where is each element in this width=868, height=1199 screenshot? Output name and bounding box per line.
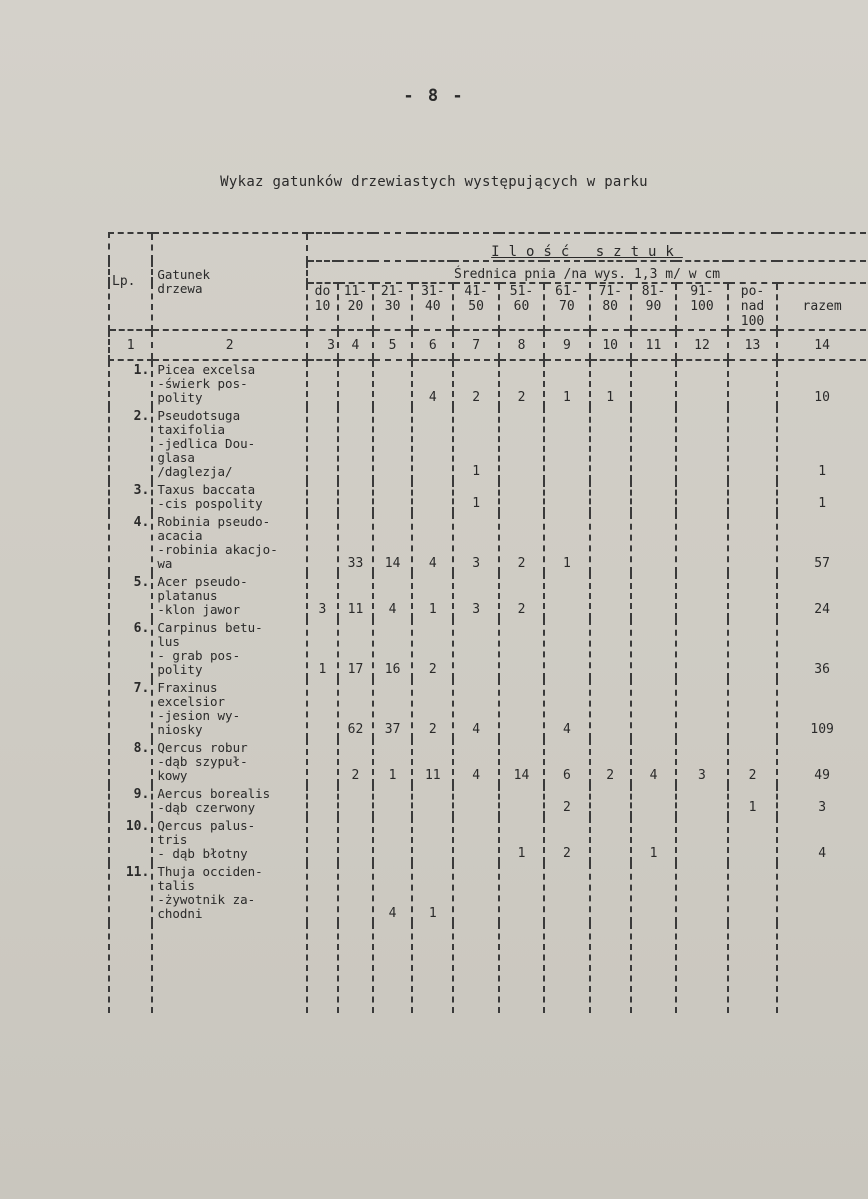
- row-species: [152, 619, 307, 679]
- header-diameter-class-line: 30: [384, 299, 401, 314]
- row-value: [412, 481, 453, 513]
- header-diameter-class-line: do: [314, 284, 331, 299]
- row-value: 4: [412, 513, 453, 573]
- row-value: [499, 481, 544, 513]
- header-diameter-class-line: nad: [740, 299, 765, 314]
- header-diameter-class-line: 51-: [509, 284, 534, 299]
- row-value: 1: [453, 481, 498, 513]
- row-value: [728, 481, 778, 513]
- row-value: 14: [373, 513, 412, 573]
- row-value: 2: [412, 619, 453, 679]
- row-lp: 1.: [109, 360, 152, 407]
- row-value: [676, 785, 728, 817]
- row-value: 1: [412, 573, 453, 619]
- species-line: lus: [157, 634, 180, 649]
- row-value: [728, 679, 778, 739]
- row-value: [307, 513, 338, 573]
- column-number: 10: [590, 330, 631, 360]
- header-diameter-class-line: 80: [602, 299, 619, 314]
- row-value: [590, 513, 631, 573]
- header-quantity: Ilość sztuk: [307, 233, 866, 261]
- header-species: [152, 233, 307, 330]
- row-value: 1: [728, 785, 778, 817]
- header-diameter-class: [631, 283, 676, 330]
- row-value: 1: [544, 513, 589, 573]
- header-diameter-class: [676, 283, 728, 330]
- row-value: [499, 619, 544, 679]
- row-species: [152, 513, 307, 573]
- row-species: [152, 739, 307, 785]
- row-value: 2: [728, 739, 778, 785]
- row-value: [499, 407, 544, 481]
- column-number: 3: [307, 330, 338, 360]
- row-value: [307, 481, 338, 513]
- header-diameter-class: [307, 283, 338, 330]
- row-species: [152, 863, 307, 923]
- header-diameter-class-line: 61-: [555, 284, 579, 299]
- species-line: tris: [157, 832, 188, 847]
- row-value: 4: [412, 360, 453, 407]
- header-row-numbers: [109, 330, 866, 360]
- row-value: [590, 619, 631, 679]
- row-value: [676, 481, 728, 513]
- row-total: [777, 863, 866, 923]
- row-value: [373, 785, 412, 817]
- row-value: [590, 407, 631, 481]
- row-value: [631, 863, 676, 923]
- species-line: niosky: [157, 722, 203, 737]
- row-value: [338, 481, 373, 513]
- table-row: [109, 513, 866, 573]
- row-value: [307, 679, 338, 739]
- row-species: [152, 817, 307, 863]
- species-line: Taxus baccata: [157, 482, 256, 497]
- header-diameter-class-line: 91-: [690, 284, 714, 299]
- row-value: 4: [373, 863, 412, 923]
- row-value: 11: [412, 739, 453, 785]
- row-value: [544, 407, 589, 481]
- row-value: [373, 407, 412, 481]
- row-value: [676, 679, 728, 739]
- row-value: [373, 817, 412, 863]
- row-value: [728, 360, 778, 407]
- row-value: [338, 360, 373, 407]
- row-value: [728, 817, 778, 863]
- header-diameter-class-line: 40: [424, 299, 441, 314]
- species-line: acacia: [157, 528, 203, 543]
- row-total: 109: [777, 679, 866, 739]
- row-value: [453, 785, 498, 817]
- row-value: [412, 407, 453, 481]
- row-total: 10: [777, 360, 866, 407]
- column-number: 12: [676, 330, 728, 360]
- row-value: 1: [590, 360, 631, 407]
- row-value: [590, 785, 631, 817]
- species-line: Picea excelsa: [157, 362, 256, 377]
- filler-cell: [307, 923, 338, 1013]
- table-row: [109, 817, 866, 863]
- row-value: 6: [544, 739, 589, 785]
- species-line: Acer pseudo-: [157, 574, 248, 589]
- row-total: 36: [777, 619, 866, 679]
- column-number: 6: [412, 330, 453, 360]
- row-value: [676, 817, 728, 863]
- species-line: -jedlica Dou-: [157, 436, 256, 451]
- table-row: [109, 863, 866, 923]
- row-lp: 6.: [109, 619, 152, 679]
- row-value: [590, 679, 631, 739]
- row-total: 3: [777, 785, 866, 817]
- row-value: 2: [544, 785, 589, 817]
- species-line: -świerk pos-: [157, 376, 248, 391]
- row-lp: 5.: [109, 573, 152, 619]
- header-species-line: drzewa: [157, 280, 203, 296]
- row-species: [152, 481, 307, 513]
- row-value: 4: [373, 573, 412, 619]
- species-line: -jesion wy-: [157, 708, 241, 723]
- species-line: kowy: [157, 768, 188, 783]
- species-line: Thuja occiden-: [157, 864, 263, 879]
- species-line: Aercus borealis: [157, 786, 271, 801]
- row-value: [307, 817, 338, 863]
- row-lp: 7.: [109, 679, 152, 739]
- row-value: [307, 739, 338, 785]
- species-line: -cis pospolity: [157, 496, 263, 511]
- row-value: 2: [412, 679, 453, 739]
- row-value: [590, 863, 631, 923]
- filler-cell: [590, 923, 631, 1013]
- row-value: 11: [338, 573, 373, 619]
- species-line: /daglezja/: [157, 464, 233, 479]
- row-value: [631, 407, 676, 481]
- table-row: [109, 407, 866, 481]
- row-lp: 4.: [109, 513, 152, 573]
- header-diameter-class: [499, 283, 544, 330]
- species-line: polity: [157, 390, 203, 405]
- header-diameter-class-line: 90: [645, 299, 662, 314]
- column-number: 4: [338, 330, 373, 360]
- filler-cell: [777, 923, 866, 1013]
- row-value: [412, 785, 453, 817]
- row-lp: 10.: [109, 817, 152, 863]
- row-value: [338, 863, 373, 923]
- row-value: [373, 481, 412, 513]
- row-value: [676, 407, 728, 481]
- row-value: 1: [499, 817, 544, 863]
- species-table-wrapper: [108, 232, 866, 1167]
- filler-cell: [499, 923, 544, 1013]
- header-diameter-class-line: 21-: [380, 284, 405, 299]
- row-value: [544, 863, 589, 923]
- row-value: 17: [338, 619, 373, 679]
- species-line: -robinia akacjo-: [157, 542, 278, 557]
- header-diameter-class: [373, 283, 412, 330]
- row-value: [676, 360, 728, 407]
- row-total: 49: [777, 739, 866, 785]
- header-diameter-class: [412, 283, 453, 330]
- row-value: 4: [453, 679, 498, 739]
- filler-cell: [373, 923, 412, 1013]
- filler-cell: [109, 923, 152, 1013]
- header-diameter-class-line: 41-: [464, 284, 488, 299]
- row-value: [590, 817, 631, 863]
- filler-cell: [631, 923, 676, 1013]
- species-line: taxifolia: [157, 422, 226, 437]
- species-line: -dąb szypuł-: [157, 754, 248, 769]
- header-diameter-class: [544, 283, 589, 330]
- species-line: polity: [157, 662, 203, 677]
- row-value: [676, 513, 728, 573]
- header-diameter-class-line: 20: [347, 299, 364, 314]
- row-species: [152, 679, 307, 739]
- header-diameter-class-line: 81-: [641, 284, 666, 299]
- row-value: 2: [453, 360, 498, 407]
- row-value: [728, 619, 778, 679]
- row-value: [307, 407, 338, 481]
- row-value: [631, 679, 676, 739]
- species-line: -dąb czerwony: [157, 800, 256, 815]
- species-line: excelsior: [157, 694, 226, 709]
- row-value: [676, 573, 728, 619]
- row-value: 3: [676, 739, 728, 785]
- row-species: [152, 573, 307, 619]
- header-total: razem: [777, 283, 866, 330]
- header-diameter-class-line: 60: [513, 299, 530, 314]
- table-row: [109, 573, 866, 619]
- row-value: 33: [338, 513, 373, 573]
- row-value: 3: [453, 513, 498, 573]
- row-value: [590, 573, 631, 619]
- row-value: 4: [631, 739, 676, 785]
- species-line: Pseudotsuga: [157, 408, 241, 423]
- table-row: [109, 679, 866, 739]
- table-row: [109, 481, 866, 513]
- row-total: 1: [777, 407, 866, 481]
- column-number: 13: [728, 330, 778, 360]
- row-value: [373, 360, 412, 407]
- row-species: [152, 360, 307, 407]
- header-diameter-class-line: 11-: [343, 284, 368, 299]
- row-lp: 2.: [109, 407, 152, 481]
- species-line: Carpinus betu-: [157, 620, 263, 635]
- species-line: platanus: [157, 588, 218, 603]
- row-value: 1: [412, 863, 453, 923]
- header-diameter-class-line: 10: [314, 299, 331, 314]
- header-diameter-class-line: 50: [468, 299, 484, 314]
- row-value: [631, 360, 676, 407]
- species-line: -klon jawor: [157, 602, 241, 617]
- row-value: [728, 573, 778, 619]
- row-value: 2: [544, 817, 589, 863]
- table-row: [109, 785, 866, 817]
- header-species-line: Gatunek: [157, 266, 210, 282]
- header-diameter-class-line: 71-: [598, 284, 622, 299]
- row-total: 1: [777, 481, 866, 513]
- row-value: [307, 360, 338, 407]
- document-title: Wykaz gatunków drzewiastych występujących w parku: [220, 174, 648, 190]
- species-line: - dąb błotny: [157, 846, 248, 861]
- species-table: [108, 232, 866, 1013]
- row-value: 37: [373, 679, 412, 739]
- header-diameter-class-line: 100: [740, 314, 765, 329]
- row-value: [728, 407, 778, 481]
- row-value: [338, 817, 373, 863]
- species-line: -żywotnik za-: [157, 892, 256, 907]
- row-value: [453, 863, 498, 923]
- filler-cell: [453, 923, 498, 1013]
- filler-cell: [152, 923, 307, 1013]
- header-diameter-class-line: 100: [690, 299, 714, 314]
- row-value: [631, 513, 676, 573]
- row-total: 57: [777, 513, 866, 573]
- row-lp: 11.: [109, 863, 152, 923]
- column-number: 14: [777, 330, 866, 360]
- header-diameter-class-line: 31-: [421, 284, 445, 299]
- row-value: [338, 785, 373, 817]
- row-value: 3: [453, 573, 498, 619]
- header-diameter-class: [728, 283, 778, 330]
- column-number: 8: [499, 330, 544, 360]
- filler-cell: [412, 923, 453, 1013]
- species-line: Fraxinus: [157, 680, 218, 695]
- column-number: 5: [373, 330, 412, 360]
- row-value: 4: [544, 679, 589, 739]
- column-number: 11: [631, 330, 676, 360]
- header-diameter-class-line: po-: [740, 284, 765, 299]
- species-line: Qercus palus-: [157, 818, 256, 833]
- row-value: [499, 679, 544, 739]
- row-value: 14: [499, 739, 544, 785]
- table-row: [109, 739, 866, 785]
- row-value: [728, 863, 778, 923]
- row-value: 2: [338, 739, 373, 785]
- row-species: [152, 407, 307, 481]
- header-diameter-class: [590, 283, 631, 330]
- row-lp: 3.: [109, 481, 152, 513]
- row-total: 4: [777, 817, 866, 863]
- row-value: [412, 817, 453, 863]
- species-line: talis: [157, 878, 195, 893]
- species-line: chodni: [157, 906, 203, 921]
- row-value: [499, 785, 544, 817]
- row-value: 3: [307, 573, 338, 619]
- header-diameter: Średnica pnia /na wys. 1,3 m/ w cm: [307, 261, 866, 283]
- row-value: [307, 863, 338, 923]
- row-value: [338, 407, 373, 481]
- row-value: 2: [499, 360, 544, 407]
- row-total: 24: [777, 573, 866, 619]
- row-value: [631, 481, 676, 513]
- row-value: [631, 785, 676, 817]
- species-line: wa: [157, 556, 173, 571]
- row-value: [590, 481, 631, 513]
- table-filler-row: [109, 923, 866, 1013]
- species-line: Robinia pseudo-: [157, 514, 271, 529]
- row-value: 16: [373, 619, 412, 679]
- header-diameter-class-line: 70: [559, 299, 575, 314]
- row-value: [307, 785, 338, 817]
- page-number: - 8 -: [403, 86, 465, 106]
- column-number: 7: [453, 330, 498, 360]
- row-value: [631, 619, 676, 679]
- row-lp: 8.: [109, 739, 152, 785]
- species-line: Qercus robur: [157, 740, 248, 755]
- row-value: [728, 513, 778, 573]
- row-value: [676, 619, 728, 679]
- row-value: 62: [338, 679, 373, 739]
- row-value: [544, 481, 589, 513]
- row-value: [676, 863, 728, 923]
- row-value: 4: [453, 739, 498, 785]
- filler-cell: [338, 923, 373, 1013]
- row-species: [152, 785, 307, 817]
- species-line: glasa: [157, 450, 195, 465]
- column-number: 9: [544, 330, 589, 360]
- table-row: [109, 619, 866, 679]
- row-value: 1: [373, 739, 412, 785]
- row-value: 2: [499, 513, 544, 573]
- filler-cell: [676, 923, 728, 1013]
- filler-cell: [728, 923, 778, 1013]
- row-value: 1: [453, 407, 498, 481]
- column-number: 1: [109, 330, 152, 360]
- filler-cell: [544, 923, 589, 1013]
- header-row-group: [109, 233, 866, 261]
- row-value: [631, 573, 676, 619]
- row-value: 1: [544, 360, 589, 407]
- header-diameter-class: [453, 283, 498, 330]
- species-line: - grab pos-: [157, 648, 241, 663]
- table-row: [109, 360, 866, 407]
- row-lp: 9.: [109, 785, 152, 817]
- column-number: 2: [152, 330, 307, 360]
- row-value: [499, 863, 544, 923]
- header-diameter-class: [338, 283, 373, 330]
- row-value: [453, 619, 498, 679]
- row-value: 1: [631, 817, 676, 863]
- row-value: [453, 817, 498, 863]
- row-value: 2: [499, 573, 544, 619]
- header-lp: Lp.: [109, 233, 152, 330]
- row-value: [544, 619, 589, 679]
- row-value: 1: [307, 619, 338, 679]
- row-value: 2: [590, 739, 631, 785]
- row-value: [544, 573, 589, 619]
